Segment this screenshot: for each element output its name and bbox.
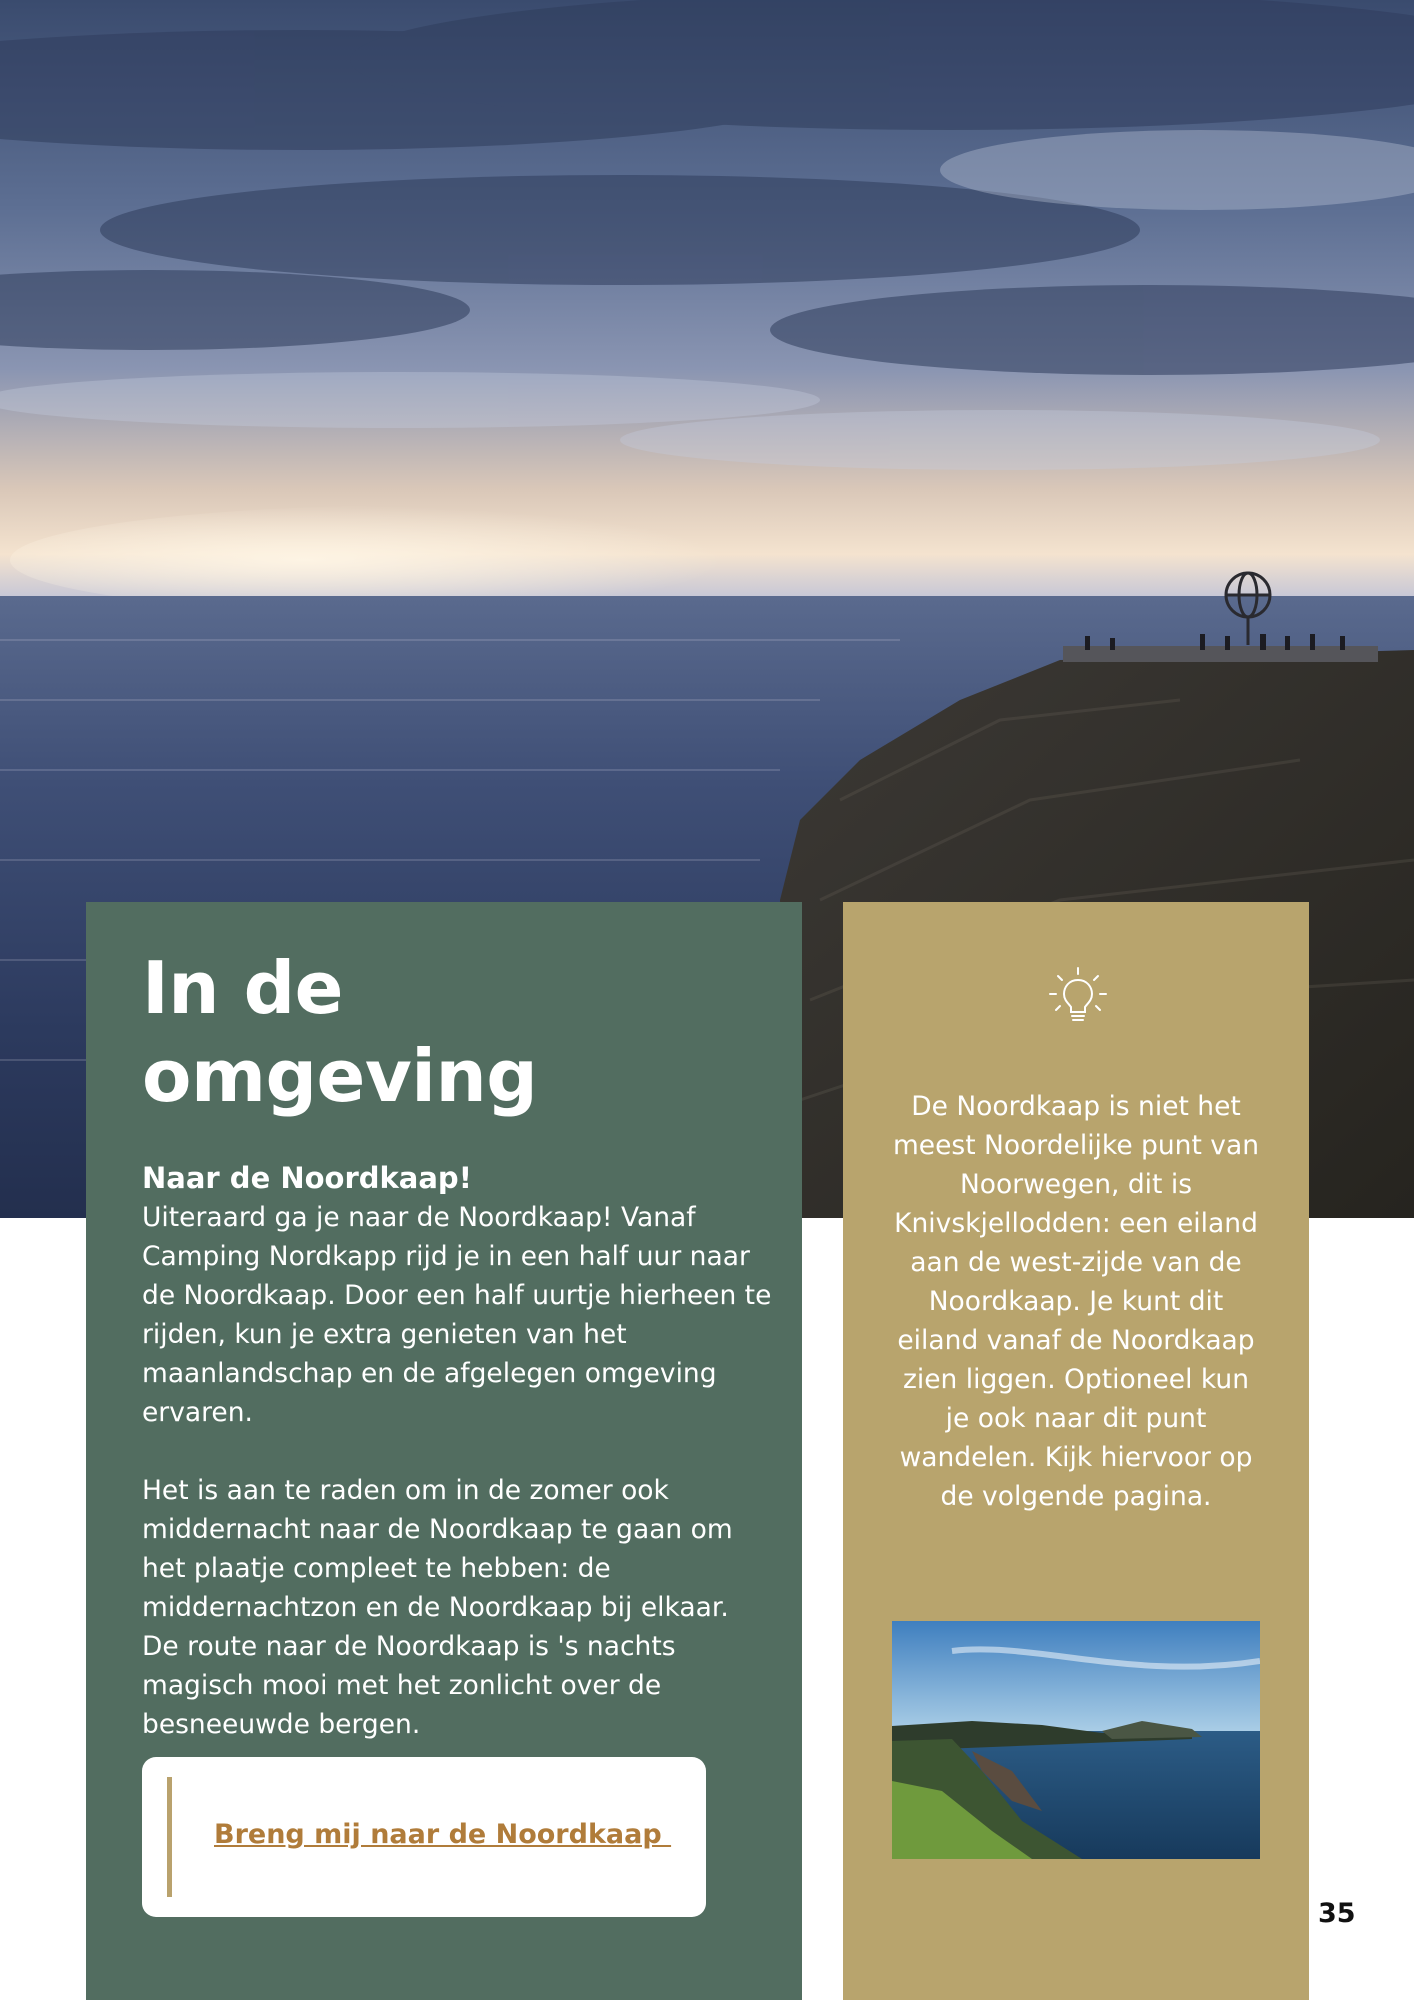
lightbulb-icon xyxy=(1046,964,1110,1028)
coastline-photo xyxy=(892,1621,1260,1859)
page-number: 35 xyxy=(1318,1898,1356,1929)
paragraph-intro: Uiteraard ga je naar de Noordkaap! Vanaf Camping Nordkapp rijd je in een half uur naar de Noordkaap. Door een half uurtje hierheen te rijden, kun je extra genieten van het maanlandschap en de afgelegen omgeving ervaren. xyxy=(142,1202,772,1428)
page-title: In de omgeving xyxy=(142,946,538,1118)
tip-panel xyxy=(843,902,1309,2000)
tip-text: De Noordkaap is niet het meest Noordelijke punt van Noorwegen, dit is Knivskjellodden: een eiland aan de west-zijde van de Noordkaap. Je kunt dit eiland vanaf de Noordkaap zien liggen. Optioneel kun je ook naar dit punt wandelen. Kijk hiervoor op de volgende pagina. xyxy=(892,1091,1259,1512)
cta-accent-bar xyxy=(167,1777,172,1897)
main-content-panel xyxy=(86,902,802,2000)
cta-card xyxy=(142,1757,706,1917)
directions-link[interactable]: Breng mij naar de Noordkaap xyxy=(214,1819,672,1850)
section-heading: Naar de Noordkaap! xyxy=(142,1161,472,1195)
paragraph-midnight-sun: Het is aan te raden om in de zomer ook middernacht naar de Noordkaap te gaan om het plaatje compleet te hebben: de middernachtzon en de Noordkaap bij elkaar. De route naar de Noordkaap is 's nachts magisch mooi met het zonlicht over de besneeuwde bergen. xyxy=(142,1475,733,1740)
